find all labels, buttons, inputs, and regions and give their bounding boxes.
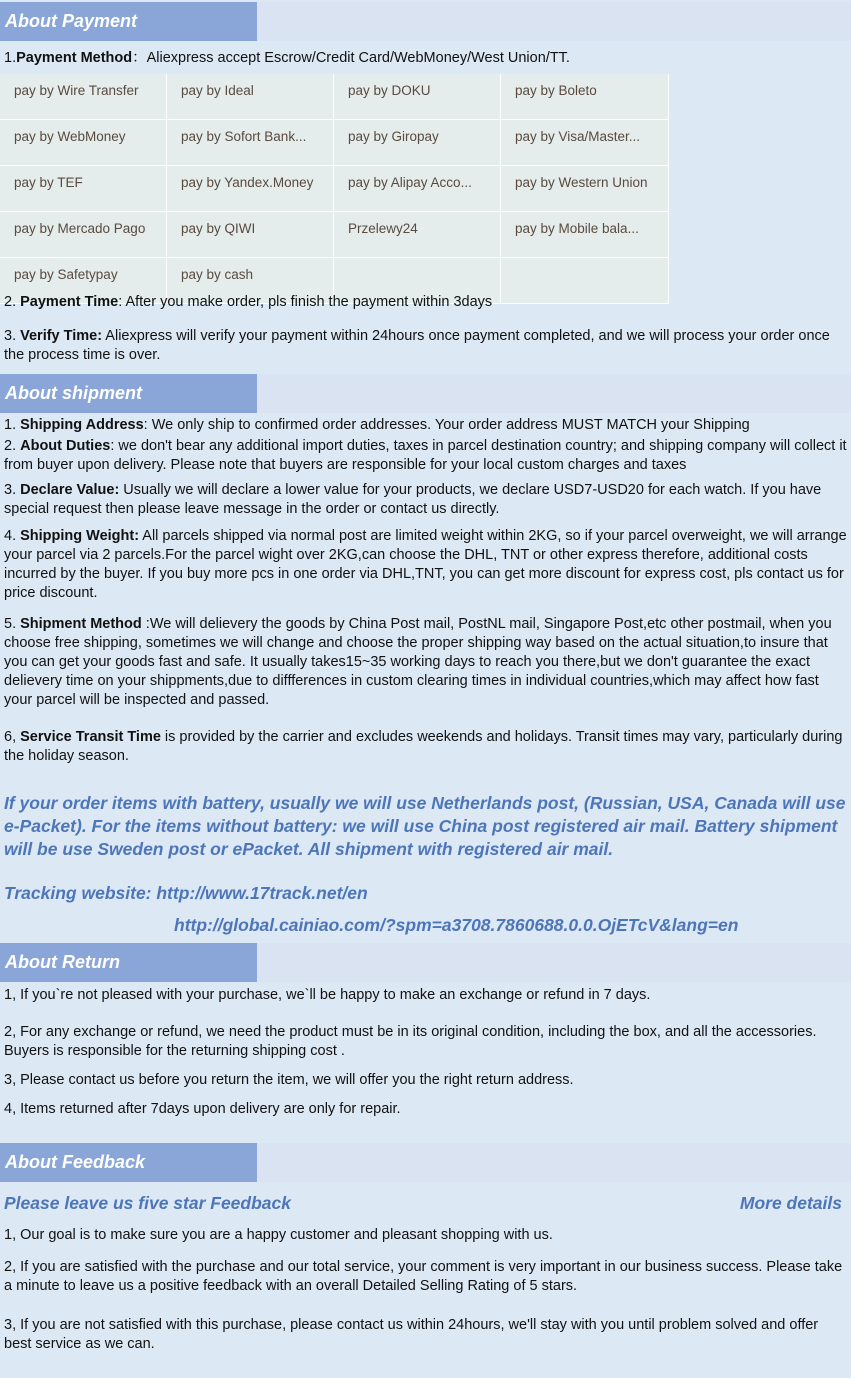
- payment-option: pay by QIWI: [167, 212, 334, 258]
- payment-time-number: 2.: [4, 294, 21, 310]
- shipment-item-number: 1.: [4, 417, 21, 433]
- payment-option: pay by Western Union: [501, 166, 669, 212]
- return-section-header: [0, 943, 851, 982]
- feedback-section-header: [0, 1143, 851, 1182]
- payment-option: pay by Ideal: [167, 74, 334, 120]
- shipment-item-number: 2.: [4, 438, 21, 454]
- shipment-item-text: All parcels shipped via normal post are limited weight within 2KG, so if your parcel overweight, we will arrange your parcel via 2 parcels.For the parcel wight over 2KG,can choose the DHL, TNT or other express therefore, additional costs incurred by the buyer. If you buy more pcs in one order via DHL,TNT, you can get more discount for express cost, pls contact us for price discount.: [4, 528, 847, 601]
- payment-option: pay by Wire Transfer: [0, 74, 167, 120]
- payment-option: pay by TEF: [0, 166, 167, 212]
- tracking-website-link[interactable]: Tracking website: http://www.17track.net/en: [4, 883, 368, 903]
- verify-time-line: [4, 327, 847, 365]
- verify-time-number: 3.: [4, 328, 21, 344]
- shipment-item-number: 5.: [4, 616, 21, 632]
- shipment-item-number: 3.: [4, 482, 21, 498]
- payment-time-label: Payment Time: [20, 294, 119, 310]
- payment-header-title: About Payment: [0, 2, 257, 41]
- payment-option: pay by Mercado Pago: [0, 212, 167, 258]
- payment-option: pay by Mobile bala...: [501, 212, 669, 258]
- shipment-item-number: 6,: [4, 729, 21, 745]
- shipment-header-title: About shipment: [0, 374, 257, 413]
- shipment-item-label: About Duties: [20, 438, 111, 454]
- return-item: 2, For any exchange or refund, we need the product must be in its original condition, including the box, and all the accessories. Buyers is responsible for the returning shipping cost .: [4, 1024, 817, 1059]
- feedback-item: 2, If you are satisfied with the purchase and our total service, your comment is very important in our business success. Please take a minute to leave us a positive feedback with an overall Detailed Selling Rating of 5 stars.: [4, 1259, 843, 1294]
- payment-time-text: : After you make order, pls finish the payment within 3days: [118, 294, 493, 310]
- shipment-item: [4, 728, 847, 766]
- shipment-item: [4, 481, 847, 519]
- payment-option: pay by WebMoney: [0, 120, 167, 166]
- more-details-link[interactable]: More details: [739, 1193, 842, 1213]
- feedback-header-title: About Feedback: [0, 1143, 257, 1182]
- verify-time-text: Aliexpress will verify your payment within 24hours once payment completed, and we will process your order once the process time is over.: [4, 328, 830, 363]
- shipment-item-label: Shipping Weight:: [20, 528, 140, 544]
- return-item: 3, Please contact us before you return the item, we will offer you the right return address.: [4, 1072, 574, 1088]
- payment-options-grid: [0, 74, 669, 304]
- payment-option: pay by Alipay Acco...: [334, 166, 501, 212]
- verify-time-label: Verify Time:: [20, 328, 103, 344]
- battery-shipping-note: If your order items with battery, usually we will use Netherlands post, (Russian, USA, Canada will use e-Packet). For the items without battery: we will use China post registered air mail. Battery shipment will be use Sweden post or ePacket. All shipment with registered air mail.: [4, 793, 846, 859]
- payment-method-label: Payment Method: [16, 50, 133, 66]
- payment-option: Przelewy24: [334, 212, 501, 258]
- payment-option: pay by Boleto: [501, 74, 669, 120]
- shipment-item: [4, 615, 847, 710]
- feedback-item: 1, Our goal is to make sure you are a happy customer and pleasant shopping with us.: [4, 1227, 553, 1243]
- payment-method-text: Aliexpress accept Escrow/Credit Card/WebMoney/West Union/TT.: [146, 50, 570, 66]
- shipment-item-text: is provided by the carrier and excludes weekends and holidays. Transit times may vary, particularly during the holiday season.: [4, 729, 843, 764]
- shipment-item: [4, 416, 847, 435]
- shipment-item-text: :We will delievery the goods by China Post mail, PostNL mail, Singapore Post,etc other postmail, when you choose free shipping, sometimes we will change and choose the proper shipping way based on the actual situation,to insure that you can get your goods fast and safe. It usually takes15~35 working days to reach you there,but we don't guarantee the exact delievery time on your shippments,due to diffferences in custom clearing times in individual countries,which may affect how fast your parcel will be inspected and passed.: [4, 616, 832, 708]
- shipment-item-text: : we don't bear any additional import duties, taxes in parcel destination country; and shipping company will collect it from buyer upon delivery. Please note that buyers are responsible for your local custom charges and taxes: [4, 438, 847, 473]
- payment-method-number: 1.: [4, 50, 17, 66]
- shipment-item-label: Shipment Method: [20, 616, 142, 632]
- payment-method-colon: ：: [132, 50, 147, 66]
- shipment-item-text: : We only ship to confirmed order addresses. Your order address MUST MATCH your Shipping: [143, 417, 750, 433]
- shipment-item-number: 4.: [4, 528, 21, 544]
- payment-option: pay by Yandex.Money: [167, 166, 334, 212]
- payment-option: pay by DOKU: [334, 74, 501, 120]
- return-item: 1, If you`re not pleased with your purchase, we`ll be happy to make an exchange or refund in 7 days.: [4, 987, 651, 1003]
- feedback-item: 3, If you are not satisfied with this purchase, please contact us within 24hours, we'll stay with you until problem solved and offer best service as we can.: [4, 1317, 819, 1352]
- shipment-item-label: Declare Value:: [20, 482, 120, 498]
- payment-option: pay by Sofort Bank...: [167, 120, 334, 166]
- return-item: 4, Items returned after 7days upon delivery are only for repair.: [4, 1101, 401, 1117]
- shipment-section-header: [0, 374, 851, 413]
- payment-option: pay by cash: [167, 258, 334, 304]
- leave-feedback-text: Please leave us five star Feedback: [4, 1193, 291, 1213]
- payment-option: pay by Safetypay: [0, 258, 167, 304]
- shipment-item-text: Usually we will declare a lower value for your products, we declare USD7-USD20 for each watch. If you have special request then please leave message in the order or contact us directly.: [4, 482, 822, 517]
- payment-option: pay by Giropay: [334, 120, 501, 166]
- shipment-item-label: Service Transit Time: [20, 729, 161, 745]
- payment-option: pay by Visa/Master...: [501, 120, 669, 166]
- tracking-website-link-2[interactable]: http://global.cainiao.com/?spm=a3708.7860688.0.0.OjETcV&lang=en: [174, 915, 739, 935]
- payment-time-line: [4, 293, 847, 312]
- shipment-item: [4, 437, 847, 475]
- shipment-item: [4, 527, 847, 603]
- payment-section-header: [0, 2, 851, 41]
- shipment-item-label: Shipping Address: [20, 417, 144, 433]
- payment-method-line: [4, 49, 847, 68]
- return-header-title: About Return: [0, 943, 257, 982]
